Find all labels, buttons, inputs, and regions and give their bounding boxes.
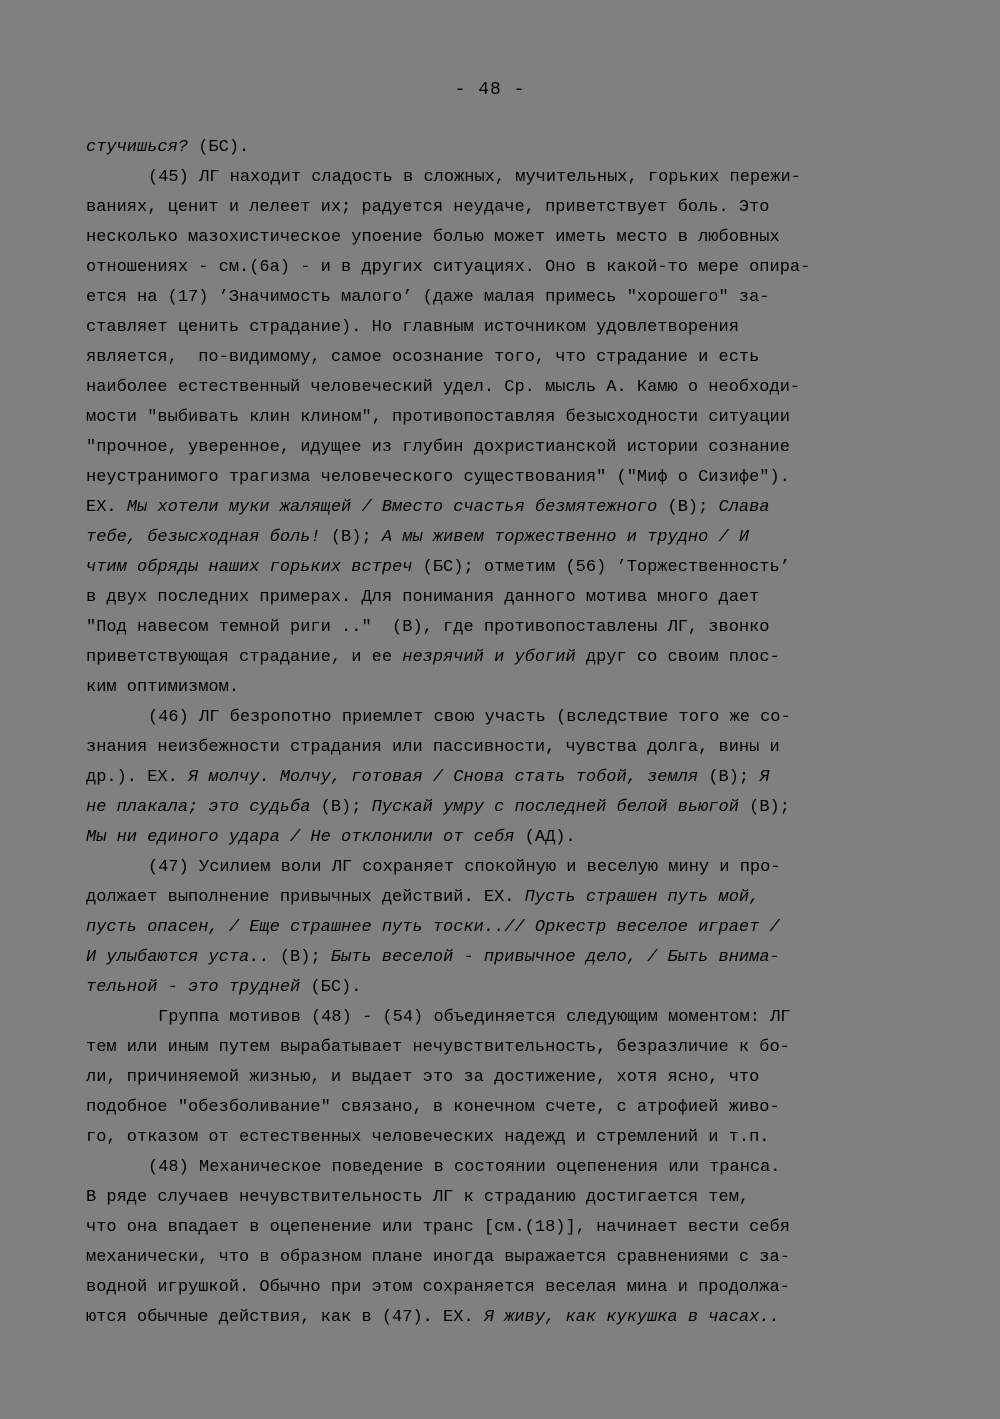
italic-quote: не плакала; это судьба xyxy=(86,798,321,817)
text-segment: неустранимого трагизма человеческого существования" ("Миф о Сизифе"). xyxy=(86,468,790,487)
text-segment: (БС). xyxy=(198,138,250,157)
italic-quote: Пусть страшен путь мой, xyxy=(524,888,760,907)
text-segment: го, отказом от естественных человеческих надежд и стремлений и т.п. xyxy=(86,1128,770,1147)
italic-quote: Быть веселой - привычное дело, / Быть внима- xyxy=(330,948,780,967)
italic-quote: Я живу, как кукушка в часах.. xyxy=(483,1308,780,1327)
text-line xyxy=(86,133,916,163)
text-segment: (В); xyxy=(330,528,382,547)
text-segment: ваниях, ценит и лелеет их; радуется неудаче, приветствует боль. Это xyxy=(86,198,770,217)
text-segment: знания неизбежности страдания или пассивности, чувства долга, вины и xyxy=(86,738,780,757)
text-line xyxy=(86,1123,916,1153)
text-line xyxy=(86,283,916,313)
italic-quote: Мы хотели муки жалящей / Вместо счастья безмятежного xyxy=(126,498,668,517)
text-segment: "Под навесом темной риги .." (В), где противопоставлены ЛГ, звонко xyxy=(86,618,770,637)
text-segment: (БС). xyxy=(310,978,362,997)
text-segment: ставляет ценить страдание). Но главным источником удовлетворения xyxy=(86,318,739,337)
italic-quote: незрячий и убогий xyxy=(402,648,586,667)
text-segment: (46) ЛГ безропотно приемлет свою участь (вследствие того же со- xyxy=(148,708,791,727)
text-line xyxy=(86,1033,916,1063)
text-line xyxy=(86,913,916,943)
italic-quote: Я молчу. Молчу, готовая / Снова стать тобой, земля xyxy=(188,768,709,787)
text-segment: (В); xyxy=(279,948,331,967)
text-line xyxy=(86,1093,916,1123)
text-line xyxy=(86,493,916,523)
text-line xyxy=(86,1063,916,1093)
text-line xyxy=(86,1183,916,1213)
italic-quote: тебе, безысходная боль! xyxy=(86,528,331,547)
text-line xyxy=(86,553,916,583)
text-segment: отношениях - см.(6а) - и в других ситуациях. Оно в какой-то мере опира- xyxy=(86,258,811,277)
text-line xyxy=(86,823,916,853)
italic-quote: А мы живем торжественно и трудно / И xyxy=(381,528,750,547)
text-segment: ется на (17) ’Значимость малого’ (даже малая примесь "хорошего" за- xyxy=(86,288,770,307)
text-segment: тем или иным путем вырабатывает нечувствительность, безразличие к бо- xyxy=(86,1038,790,1057)
text-line xyxy=(86,793,916,823)
text-segment: (АД). xyxy=(524,828,576,847)
text-segment: ЕХ. xyxy=(86,498,127,517)
text-line xyxy=(86,1273,916,1303)
text-segment: ким оптимизмом. xyxy=(86,678,240,697)
text-segment: водной игрушкой. Обычно при этом сохраняется веселая мина и продолжа- xyxy=(86,1278,790,1297)
text-segment: друг со своим плос- xyxy=(585,648,780,667)
text-line xyxy=(86,583,916,613)
italic-quote: Я xyxy=(759,768,770,787)
text-segment: что она впадает в оцепенение или транс [см.(18)], начинает вести себя xyxy=(86,1218,790,1237)
text-segment: (45) ЛГ находит сладость в сложных, мучительных, горьких пережи- xyxy=(148,168,801,187)
text-segment: (47) Усилием воли ЛГ сохраняет спокойную и веселую мину и про- xyxy=(148,858,781,877)
text-segment: ли, причиняемой жизнью, и выдает это за достижение, хотя ясно, что xyxy=(86,1068,760,1087)
text-line xyxy=(86,403,916,433)
italic-quote: И улыбаются уста.. xyxy=(86,948,280,967)
text-segment: (В); xyxy=(708,768,760,787)
text-segment: "прочное, уверенное, идущее из глубин дохристианской истории сознание xyxy=(86,438,790,457)
text-segment: ются обычные действия, как в (47). ЕХ. xyxy=(86,1308,484,1327)
text-segment: мости "выбивать клин клином", противопоставляя безысходности ситуации xyxy=(86,408,790,427)
text-line xyxy=(86,163,916,193)
text-line xyxy=(86,463,916,493)
text-line xyxy=(86,763,916,793)
text-line xyxy=(86,1303,916,1333)
text-segment: (В); xyxy=(320,798,372,817)
text-segment: В ряде случаев нечувствительность ЛГ к страданию достигается тем, xyxy=(86,1188,750,1207)
text-line xyxy=(86,343,916,373)
text-segment: (В); xyxy=(749,798,790,817)
text-line xyxy=(86,853,916,883)
text-line xyxy=(86,223,916,253)
text-line xyxy=(86,1213,916,1243)
text-segment: механически, что в образном плане иногда выражается сравнениями с за- xyxy=(86,1248,790,1267)
italic-quote: чтим обряды наших горьких встреч xyxy=(86,558,423,577)
text-line xyxy=(86,673,916,703)
italic-quote: Пускай умру с последней белой вьюгой xyxy=(371,798,750,817)
italic-quote: Мы ни единого удара / Не отклонили от себя xyxy=(86,828,525,847)
text-segment: несколько мазохистическое упоение болью может иметь место в любовных xyxy=(86,228,780,247)
text-segment: приветствующая страдание, и ее xyxy=(86,648,403,667)
text-segment: др.). ЕХ. xyxy=(86,768,189,787)
italic-quote: тельной - это трудней xyxy=(86,978,311,997)
text-line xyxy=(86,613,916,643)
text-line xyxy=(86,643,916,673)
text-line xyxy=(86,313,916,343)
text-line xyxy=(86,1243,916,1273)
italic-quote: Слава xyxy=(718,498,770,517)
italic-quote: пусть опасен, / Еще страшнее путь тоски..// Оркестр веселое играет / xyxy=(86,918,780,937)
text-line xyxy=(86,1153,916,1183)
text-line xyxy=(86,943,916,973)
page-number: - 48 - xyxy=(454,80,526,100)
text-line xyxy=(86,1003,916,1033)
text-line xyxy=(86,733,916,763)
text-line xyxy=(86,883,916,913)
text-line xyxy=(86,973,916,1003)
text-segment: должает выполнение привычных действий. ЕХ. xyxy=(86,888,525,907)
text-segment: подобное "обезболивание" связано, в конечном счете, с атрофией живо- xyxy=(86,1098,780,1117)
text-line xyxy=(86,253,916,283)
text-segment: (БС); отметим (56) ’Торжественность’ xyxy=(422,558,790,577)
text-line xyxy=(86,523,916,553)
text-line xyxy=(86,373,916,403)
text-segment: (48) Механическое поведение в состоянии оцепенения или транса. xyxy=(148,1158,781,1177)
text-line xyxy=(86,193,916,223)
document-body xyxy=(86,133,916,1333)
italic-quote: стучишься? xyxy=(86,138,199,157)
text-segment: Группа мотивов (48) - (54) объединяется следующим моментом: ЛГ xyxy=(158,1008,791,1027)
text-segment: (В); xyxy=(667,498,719,517)
text-line xyxy=(86,433,916,463)
text-segment: наиболее естественный человеческий удел. Ср. мысль А. Камю о необходи- xyxy=(86,378,801,397)
text-segment: является, по-видимому, самое осознание того, что страдание и есть xyxy=(86,348,760,367)
text-segment: в двух последних примерах. Для понимания данного мотива много дает xyxy=(86,588,760,607)
text-line xyxy=(86,703,916,733)
